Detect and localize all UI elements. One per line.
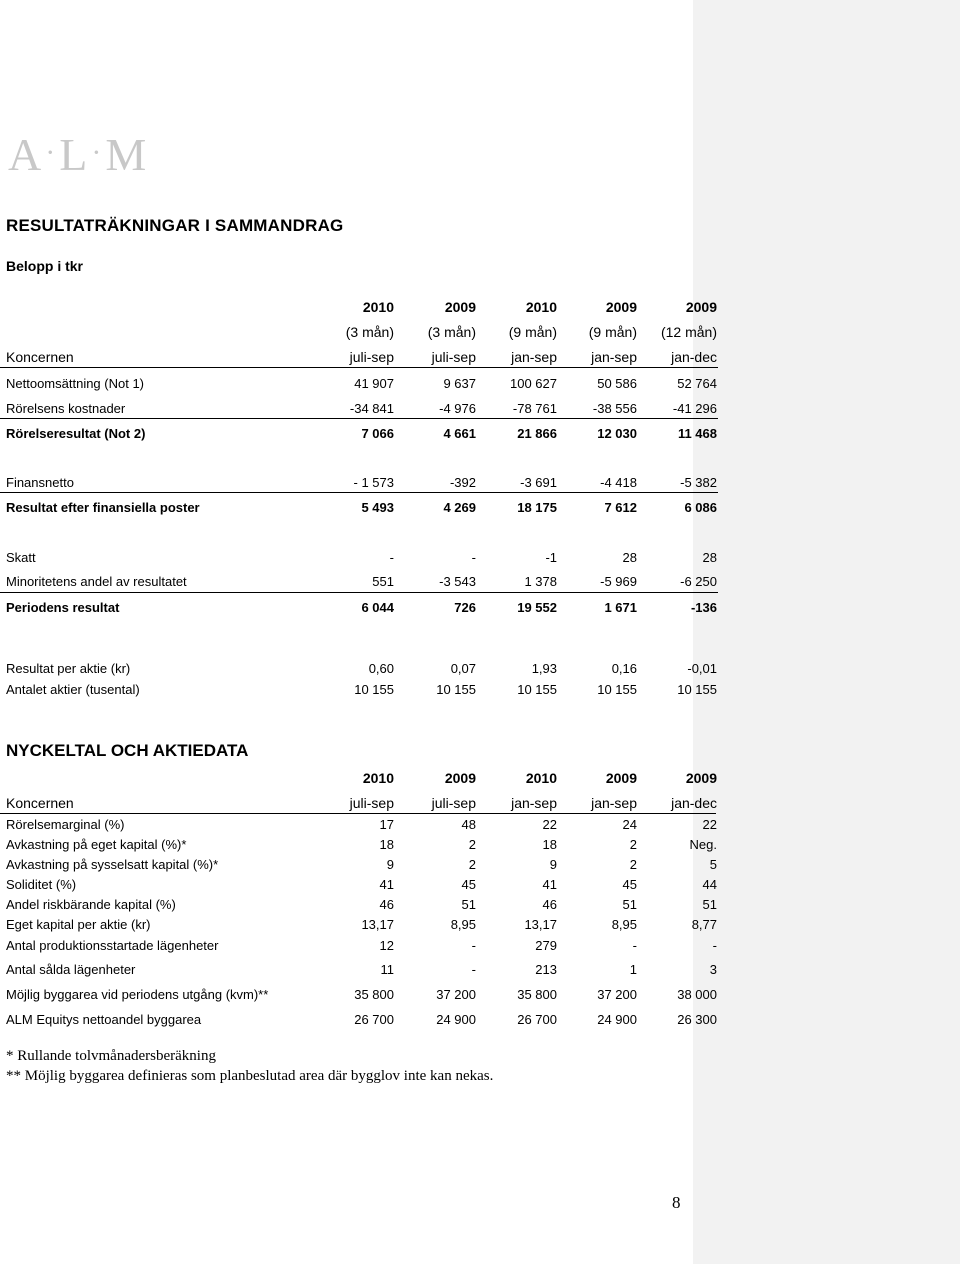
cell: 51	[702, 897, 717, 912]
cell: -	[471, 938, 476, 953]
cell: 35 800	[354, 987, 394, 1002]
period-header: jan-sep	[511, 795, 557, 811]
cell: 51	[622, 897, 637, 912]
table-row	[0, 548, 720, 568]
row-label: ALM Equitys nettoandel byggarea	[6, 1012, 202, 1027]
cell: 0,16	[611, 661, 637, 676]
header-rule	[0, 367, 718, 368]
cell: 9	[386, 857, 394, 872]
cell: 8,77	[691, 917, 717, 932]
cell: 46	[542, 897, 557, 912]
cell: -1	[545, 550, 557, 565]
subtotal-rule	[0, 492, 718, 493]
cell: -6 250	[680, 574, 717, 589]
row-label: Antal produktionsstartade lägenheter	[6, 938, 219, 953]
cell: 5 493	[361, 500, 394, 515]
row-label: Rörelsens kostnader	[6, 401, 126, 416]
cell: -	[389, 550, 394, 565]
cell: 24 900	[597, 1012, 637, 1027]
cell: 18 175	[517, 500, 557, 515]
cell: 10 155	[354, 682, 394, 697]
row-label: Resultat efter finansiella poster	[6, 500, 200, 515]
cell: 3	[709, 962, 717, 977]
table-row	[0, 424, 720, 444]
table-row	[0, 1010, 720, 1030]
cell: 12 030	[597, 426, 637, 441]
cell: 35 800	[517, 987, 557, 1002]
cell: -78 761	[512, 401, 557, 416]
cell: 41	[542, 877, 557, 892]
period-header: juli-sep	[431, 795, 476, 811]
cell: 44	[702, 877, 717, 892]
table-row	[0, 985, 720, 1005]
table-row	[0, 572, 720, 592]
subtotal-rule	[0, 592, 718, 593]
row-label: Avkastning på sysselsatt kapital (%)*	[6, 857, 219, 872]
cell: 52 764	[677, 376, 717, 391]
cell: -	[471, 550, 476, 565]
cell: 2	[629, 857, 637, 872]
row-label: Antalet aktier (tusental)	[6, 682, 140, 697]
table-row	[0, 598, 720, 618]
page-title: RESULTATRÄKNINGAR I SAMMANDRAG	[6, 216, 344, 235]
cell: 37 200	[597, 987, 637, 1002]
page-number: 8	[672, 1193, 681, 1212]
row-label: Skatt	[6, 550, 36, 565]
cell: 11	[380, 962, 394, 977]
cell: 22	[542, 817, 557, 832]
period-header: juli-sep	[349, 795, 394, 811]
cell: 11 468	[677, 426, 717, 441]
side-panel	[693, 0, 960, 1264]
cell: 1,93	[531, 661, 557, 676]
cell: 46	[379, 897, 394, 912]
cell: -	[632, 938, 637, 953]
period-header: jan-dec	[671, 349, 717, 365]
months-header: (3 mån)	[427, 324, 476, 340]
cell: 213	[535, 962, 557, 977]
months-header: (9 mån)	[588, 324, 637, 340]
cell: 10 155	[677, 682, 717, 697]
cell: 45	[461, 877, 476, 892]
months-header: (12 mån)	[660, 324, 717, 340]
table-row	[0, 399, 720, 419]
kf-header-periods-row	[0, 793, 720, 813]
cell: 38 000	[677, 987, 717, 1002]
cell: 8,95	[450, 917, 476, 932]
header-years-row	[0, 297, 720, 317]
cell: -0,01	[687, 661, 717, 676]
cell: 24	[622, 817, 637, 832]
cell: 279	[535, 938, 557, 953]
footnote: * Rullande tolvmånadersberäkning	[6, 1048, 216, 1064]
year-header: 2010	[362, 770, 394, 786]
row-label: Resultat per aktie (kr)	[6, 661, 131, 676]
cell: 13,17	[524, 917, 557, 932]
cell: Neg.	[689, 837, 717, 852]
table-row	[0, 498, 720, 518]
cell: -	[712, 938, 717, 953]
cell: -3 543	[439, 574, 476, 589]
table-row	[0, 855, 720, 875]
period-header: jan-sep	[511, 349, 557, 365]
table-row	[0, 374, 720, 394]
cell: 28	[702, 550, 717, 565]
header-periods-row	[0, 347, 720, 367]
row-label: Möjlig byggarea vid periodens utgång (kvm)**	[6, 987, 269, 1002]
group-label: Koncernen	[6, 349, 74, 365]
row-label: Eget kapital per aktie (kr)	[6, 917, 151, 932]
months-header: (3 mån)	[345, 324, 394, 340]
footnote: ** Möjlig byggarea definieras som planbeslutad area där bygglov inte kan nekas.	[6, 1068, 494, 1084]
year-header: 2010	[525, 299, 557, 315]
row-label: Minoritetens andel av resultatet	[6, 574, 187, 589]
table-row	[0, 895, 720, 915]
cell: -38 556	[592, 401, 637, 416]
year-header: 2010	[362, 299, 394, 315]
cell: 4 269	[443, 500, 476, 515]
cell: 26 300	[677, 1012, 717, 1027]
cell: 17	[379, 817, 394, 832]
cell: 10 155	[597, 682, 637, 697]
cell: 2	[468, 837, 476, 852]
cell: 9 637	[443, 376, 476, 391]
cell: 24 900	[436, 1012, 476, 1027]
table-row	[0, 680, 720, 700]
cell: 7 612	[604, 500, 637, 515]
cell: 551	[372, 574, 394, 589]
cell: 19 552	[517, 600, 557, 615]
cell: 726	[454, 600, 476, 615]
cell: 13,17	[361, 917, 394, 932]
alm-logo: A·L·M	[8, 129, 149, 180]
cell: -41 296	[672, 401, 717, 416]
row-label: Avkastning på eget kapital (%)*	[6, 837, 187, 852]
cell: 18	[542, 837, 557, 852]
table-row	[0, 835, 720, 855]
cell: 22	[702, 817, 717, 832]
cell: 0,60	[368, 661, 394, 676]
table-row	[0, 960, 720, 980]
period-header: jan-sep	[591, 349, 637, 365]
cell: 45	[622, 877, 637, 892]
cell: 26 700	[354, 1012, 394, 1027]
cell: -4 976	[439, 401, 476, 416]
keyfigures-title: NYCKELTAL OCH AKTIEDATA	[6, 741, 249, 760]
amount-unit-note: Belopp i tkr	[6, 258, 84, 274]
table-row	[0, 875, 720, 895]
subtotal-rule	[0, 418, 718, 419]
cell: 1	[629, 962, 637, 977]
cell: 21 866	[517, 426, 557, 441]
cell: -5 382	[680, 475, 717, 490]
cell: -34 841	[349, 401, 394, 416]
cell: 28	[622, 550, 637, 565]
row-label: Rörelsemarginal (%)	[6, 817, 125, 832]
cell: -5 969	[600, 574, 637, 589]
cell: 100 627	[510, 376, 557, 391]
cell: 6 086	[684, 500, 717, 515]
period-header: juli-sep	[431, 349, 476, 365]
year-header: 2009	[605, 299, 637, 315]
table-row	[0, 659, 720, 679]
cell: 10 155	[436, 682, 476, 697]
cell: 41 907	[354, 376, 394, 391]
cell: 4 661	[443, 426, 476, 441]
cell: 37 200	[436, 987, 476, 1002]
kf-header-years-row	[0, 768, 720, 788]
cell: 2	[468, 857, 476, 872]
cell: -	[471, 962, 476, 977]
cell: -136	[690, 600, 717, 615]
cell: 50 586	[597, 376, 637, 391]
cell: 41	[379, 877, 394, 892]
row-label: Nettoomsättning (Not 1)	[6, 376, 145, 391]
header-rule	[0, 813, 716, 814]
cell: 5	[709, 857, 717, 872]
header-months-row	[0, 322, 720, 342]
period-header: juli-sep	[349, 349, 394, 365]
cell: 8,95	[611, 917, 637, 932]
period-header: jan-dec	[671, 795, 717, 811]
months-header: (9 mån)	[508, 324, 557, 340]
cell: -392	[449, 475, 476, 490]
cell: 12	[379, 938, 394, 953]
cell: 10 155	[517, 682, 557, 697]
cell: 1 378	[524, 574, 557, 589]
cell: 26 700	[517, 1012, 557, 1027]
table-row	[0, 815, 720, 835]
cell: 6 044	[361, 600, 394, 615]
table-row	[0, 915, 720, 935]
cell: 0,07	[450, 661, 476, 676]
cell: 2	[629, 837, 637, 852]
cell: 51	[461, 897, 476, 912]
table-row	[0, 936, 720, 956]
table-row	[0, 473, 720, 493]
cell: - 1 573	[353, 475, 394, 490]
row-label: Rörelseresultat (Not 2)	[6, 426, 146, 441]
row-label: Periodens resultat	[6, 600, 120, 615]
year-header: 2009	[444, 299, 476, 315]
cell: -4 418	[600, 475, 637, 490]
row-label: Finansnetto	[6, 475, 74, 490]
cell: 9	[549, 857, 557, 872]
row-label: Antal sålda lägenheter	[6, 962, 136, 977]
cell: 48	[461, 817, 476, 832]
year-header: 2009	[444, 770, 476, 786]
cell: -3 691	[520, 475, 557, 490]
cell: 7 066	[361, 426, 394, 441]
row-label: Soliditet (%)	[6, 877, 77, 892]
period-header: jan-sep	[591, 795, 637, 811]
cell: 18	[379, 837, 394, 852]
year-header: 2009	[685, 770, 717, 786]
year-header: 2009	[605, 770, 637, 786]
group-label: Koncernen	[6, 795, 74, 811]
year-header: 2010	[525, 770, 557, 786]
cell: 1 671	[604, 600, 637, 615]
row-label: Andel riskbärande kapital (%)	[6, 897, 176, 912]
year-header: 2009	[685, 299, 717, 315]
